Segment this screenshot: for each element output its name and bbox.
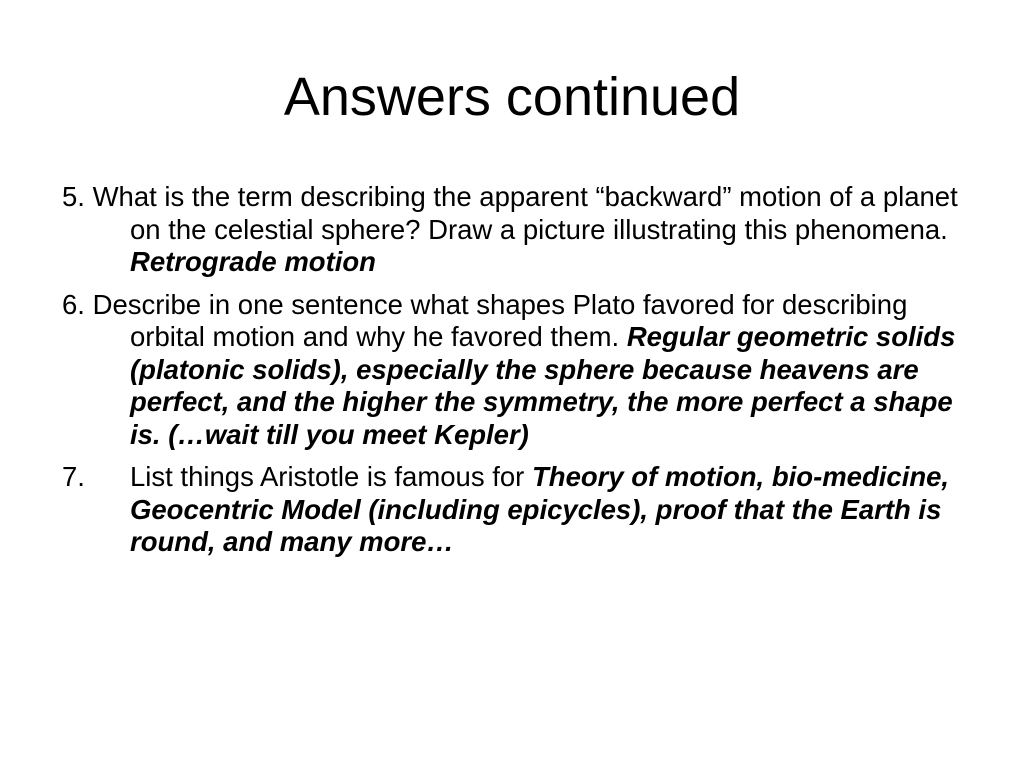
- item-number: 7.: [62, 461, 85, 492]
- answer-text: Retrograde motion: [130, 246, 376, 277]
- answer-item-7: [62, 461, 982, 559]
- answers-list: [62, 181, 982, 569]
- answer-text: Regular geometric solids (platonic solids), especially the sphere because heavens are perfect, and the higher the symmetry, the more perfect a shape is. (…wait till you meet Kepler): [130, 321, 956, 450]
- answer-item-5: [62, 181, 982, 279]
- item-number: 6.: [62, 288, 93, 320]
- question-text: Describe in one sentence what shapes Plato favored for describing orbital motion and why he favored them.: [92, 288, 908, 352]
- answer-item-6: [62, 289, 982, 452]
- question-text: List things Aristotle is famous for: [130, 461, 525, 492]
- question-text: What is the term describing the apparent “backward” motion of a planet on the celestial sphere? Draw a picture illustrating this phenomena.: [92, 181, 958, 245]
- slide-title: Answers continued: [283, 67, 741, 127]
- answer-text: Theory of motion, bio-medicine, Geocentric Model (including epicycles), proof that the Earth is round, and many more…: [130, 461, 950, 557]
- item-number: 5.: [62, 181, 93, 212]
